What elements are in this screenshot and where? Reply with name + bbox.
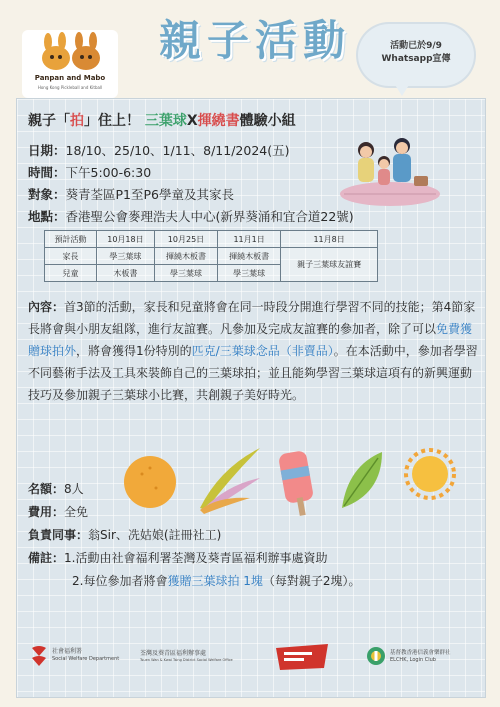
content-text-2: ，將會獲得1份特別的 [76, 344, 192, 358]
time-row [28, 163, 151, 181]
bubble-line-2: Whatsapp宣傳 [381, 54, 451, 64]
headline-part3: 」住上！ [84, 113, 140, 129]
table-cell: 學三葉球 [218, 265, 281, 282]
venue-row [28, 207, 354, 225]
headline-part1: 親子「 [28, 113, 70, 129]
logo-title: Panpan and Mabo [34, 74, 106, 82]
target-row [28, 185, 234, 203]
swd-name-cn: 社會福利署 [52, 648, 83, 655]
headline-part5: X [186, 113, 198, 129]
fee-label: 費用： [28, 505, 65, 519]
quota-label: 名額： [28, 482, 65, 496]
center-name-en: ELCHK, Login Club [390, 657, 436, 663]
remark-1: 1.活動由社會福利署荃灣及葵青區福利辦事處資助 [64, 551, 328, 565]
sun-icon [406, 450, 454, 498]
venue-value: 香港聖公會麥理浩夫人中心(新界葵涌和宜合道22號) [65, 209, 354, 224]
table-cell: 家長 [45, 248, 97, 265]
orange-icon [124, 456, 176, 508]
table-cell: 木板書 [96, 265, 154, 282]
funding-logo [274, 638, 334, 678]
family-picnic-illustration [330, 128, 442, 210]
logo-subtitle: Hong Kong Pickleball and Kitball [37, 85, 103, 90]
feather-leaves-icon [200, 448, 260, 514]
staff-row [28, 526, 221, 543]
staff-value: 翁Sir、冼姑娘(註冊社工) [88, 528, 222, 542]
headline-part4: 三葉球 [144, 113, 187, 129]
speech-bubble-text [358, 40, 474, 66]
swd-emblem-icon [30, 644, 48, 670]
decorative-icons-row [110, 438, 460, 518]
staff-label: 負責同事： [28, 528, 89, 542]
quota-row [28, 480, 84, 497]
rabbit-mascots-icon [36, 32, 106, 72]
table-header-row [45, 231, 378, 248]
table-merged-cell: 親子三葉球友誼賽 [281, 248, 378, 282]
table-cell: 揮繞木板書 [218, 248, 281, 265]
table-cell: 揮繞木板書 [154, 248, 217, 265]
date-row [28, 141, 289, 159]
content-label: 內容： [28, 300, 65, 314]
remark-2-b: 獲贈三葉球拍 1塊 [167, 574, 263, 588]
fee-value: 全免 [64, 505, 89, 519]
schedule-table [44, 230, 378, 282]
headline-part7: 體驗小組 [239, 113, 296, 129]
table-header-cell: 10月18日 [96, 231, 154, 248]
table-header-cell: 預計活動 [45, 231, 97, 248]
center-name-cn: 基督教香港信義會樂群社 [390, 650, 451, 656]
remark-2-row [72, 572, 361, 589]
headline-part6: 揮繞書 [197, 113, 240, 129]
table-cell: 兒童 [45, 265, 97, 282]
remark-2-c: （每對親子2塊）。 [262, 574, 361, 588]
page-title: 親子活動 [158, 16, 351, 65]
venue-label: 地點： [28, 209, 66, 224]
office-name-en: Tsuen Wan & Kwai Tsing District Social Welfare Office [140, 658, 233, 662]
content-highlight-2: 匹克/三葉球念品（非賣品） [191, 344, 334, 358]
fee-row [28, 503, 88, 520]
date-value: 18/10、25/10、1/11、8/11/2024(五) [65, 143, 290, 158]
swd-name-en: Social Welfare Department [52, 656, 120, 662]
popsicle-icon [278, 450, 314, 516]
swd-logo [30, 638, 140, 678]
bubble-line-1: 活動已於9/9 [390, 41, 442, 51]
sponsor-footer [16, 638, 486, 678]
time-label: 時間： [28, 165, 66, 180]
date-label: 日期： [28, 143, 66, 158]
remarks-label: 備註： [28, 551, 65, 565]
login-club-logo [366, 638, 486, 678]
content-paragraph [28, 296, 478, 406]
content-highlight-1: 免費獲贈球拍外 [28, 322, 473, 358]
remark-2-a: 2.每位參加者將會 [72, 574, 168, 588]
table-header-cell: 11月1日 [218, 231, 281, 248]
office-name-cn: 荃灣及葵青區福利辦事處 [140, 650, 207, 657]
activity-headline [28, 110, 296, 130]
content-text-3: 。在本活動中，參加者學習不同藝術手法及工具來裝飾自己的三葉球拍；並且能夠學習三葉球這項有的新興運動技巧及參加親子三葉球小比賽，共創親子美好時光。 [28, 344, 478, 402]
target-value: 葵青荃區P1至P6學童及其家長 [65, 187, 234, 202]
table-cell: 學三葉球 [154, 265, 217, 282]
district-office-logo [140, 638, 260, 678]
remarks-row [28, 549, 327, 566]
table-cell: 學三葉球 [96, 248, 154, 265]
login-club-emblem-icon [366, 646, 386, 666]
table-row [45, 248, 378, 265]
target-label: 對象： [28, 187, 66, 202]
funding-banner-icon [274, 642, 330, 672]
leaf-icon [342, 452, 382, 508]
organization-logo [22, 30, 118, 98]
time-value: 下午5:00-6:30 [65, 165, 152, 180]
content-text-1: 首3節的活動，家長和兒童將會在同一時段分開進行學習不同的技能；第4節家長將會與小朋友組隊，進行友誼賽。凡參加及完成友誼賽的參加者，除了可以 [28, 300, 476, 336]
quota-value: 8人 [64, 482, 84, 496]
speech-bubble-tail [392, 80, 412, 96]
table-header-cell: 10月25日 [154, 231, 217, 248]
table-header-cell: 11月8日 [281, 231, 378, 248]
headline-part2: 拍 [70, 113, 84, 129]
